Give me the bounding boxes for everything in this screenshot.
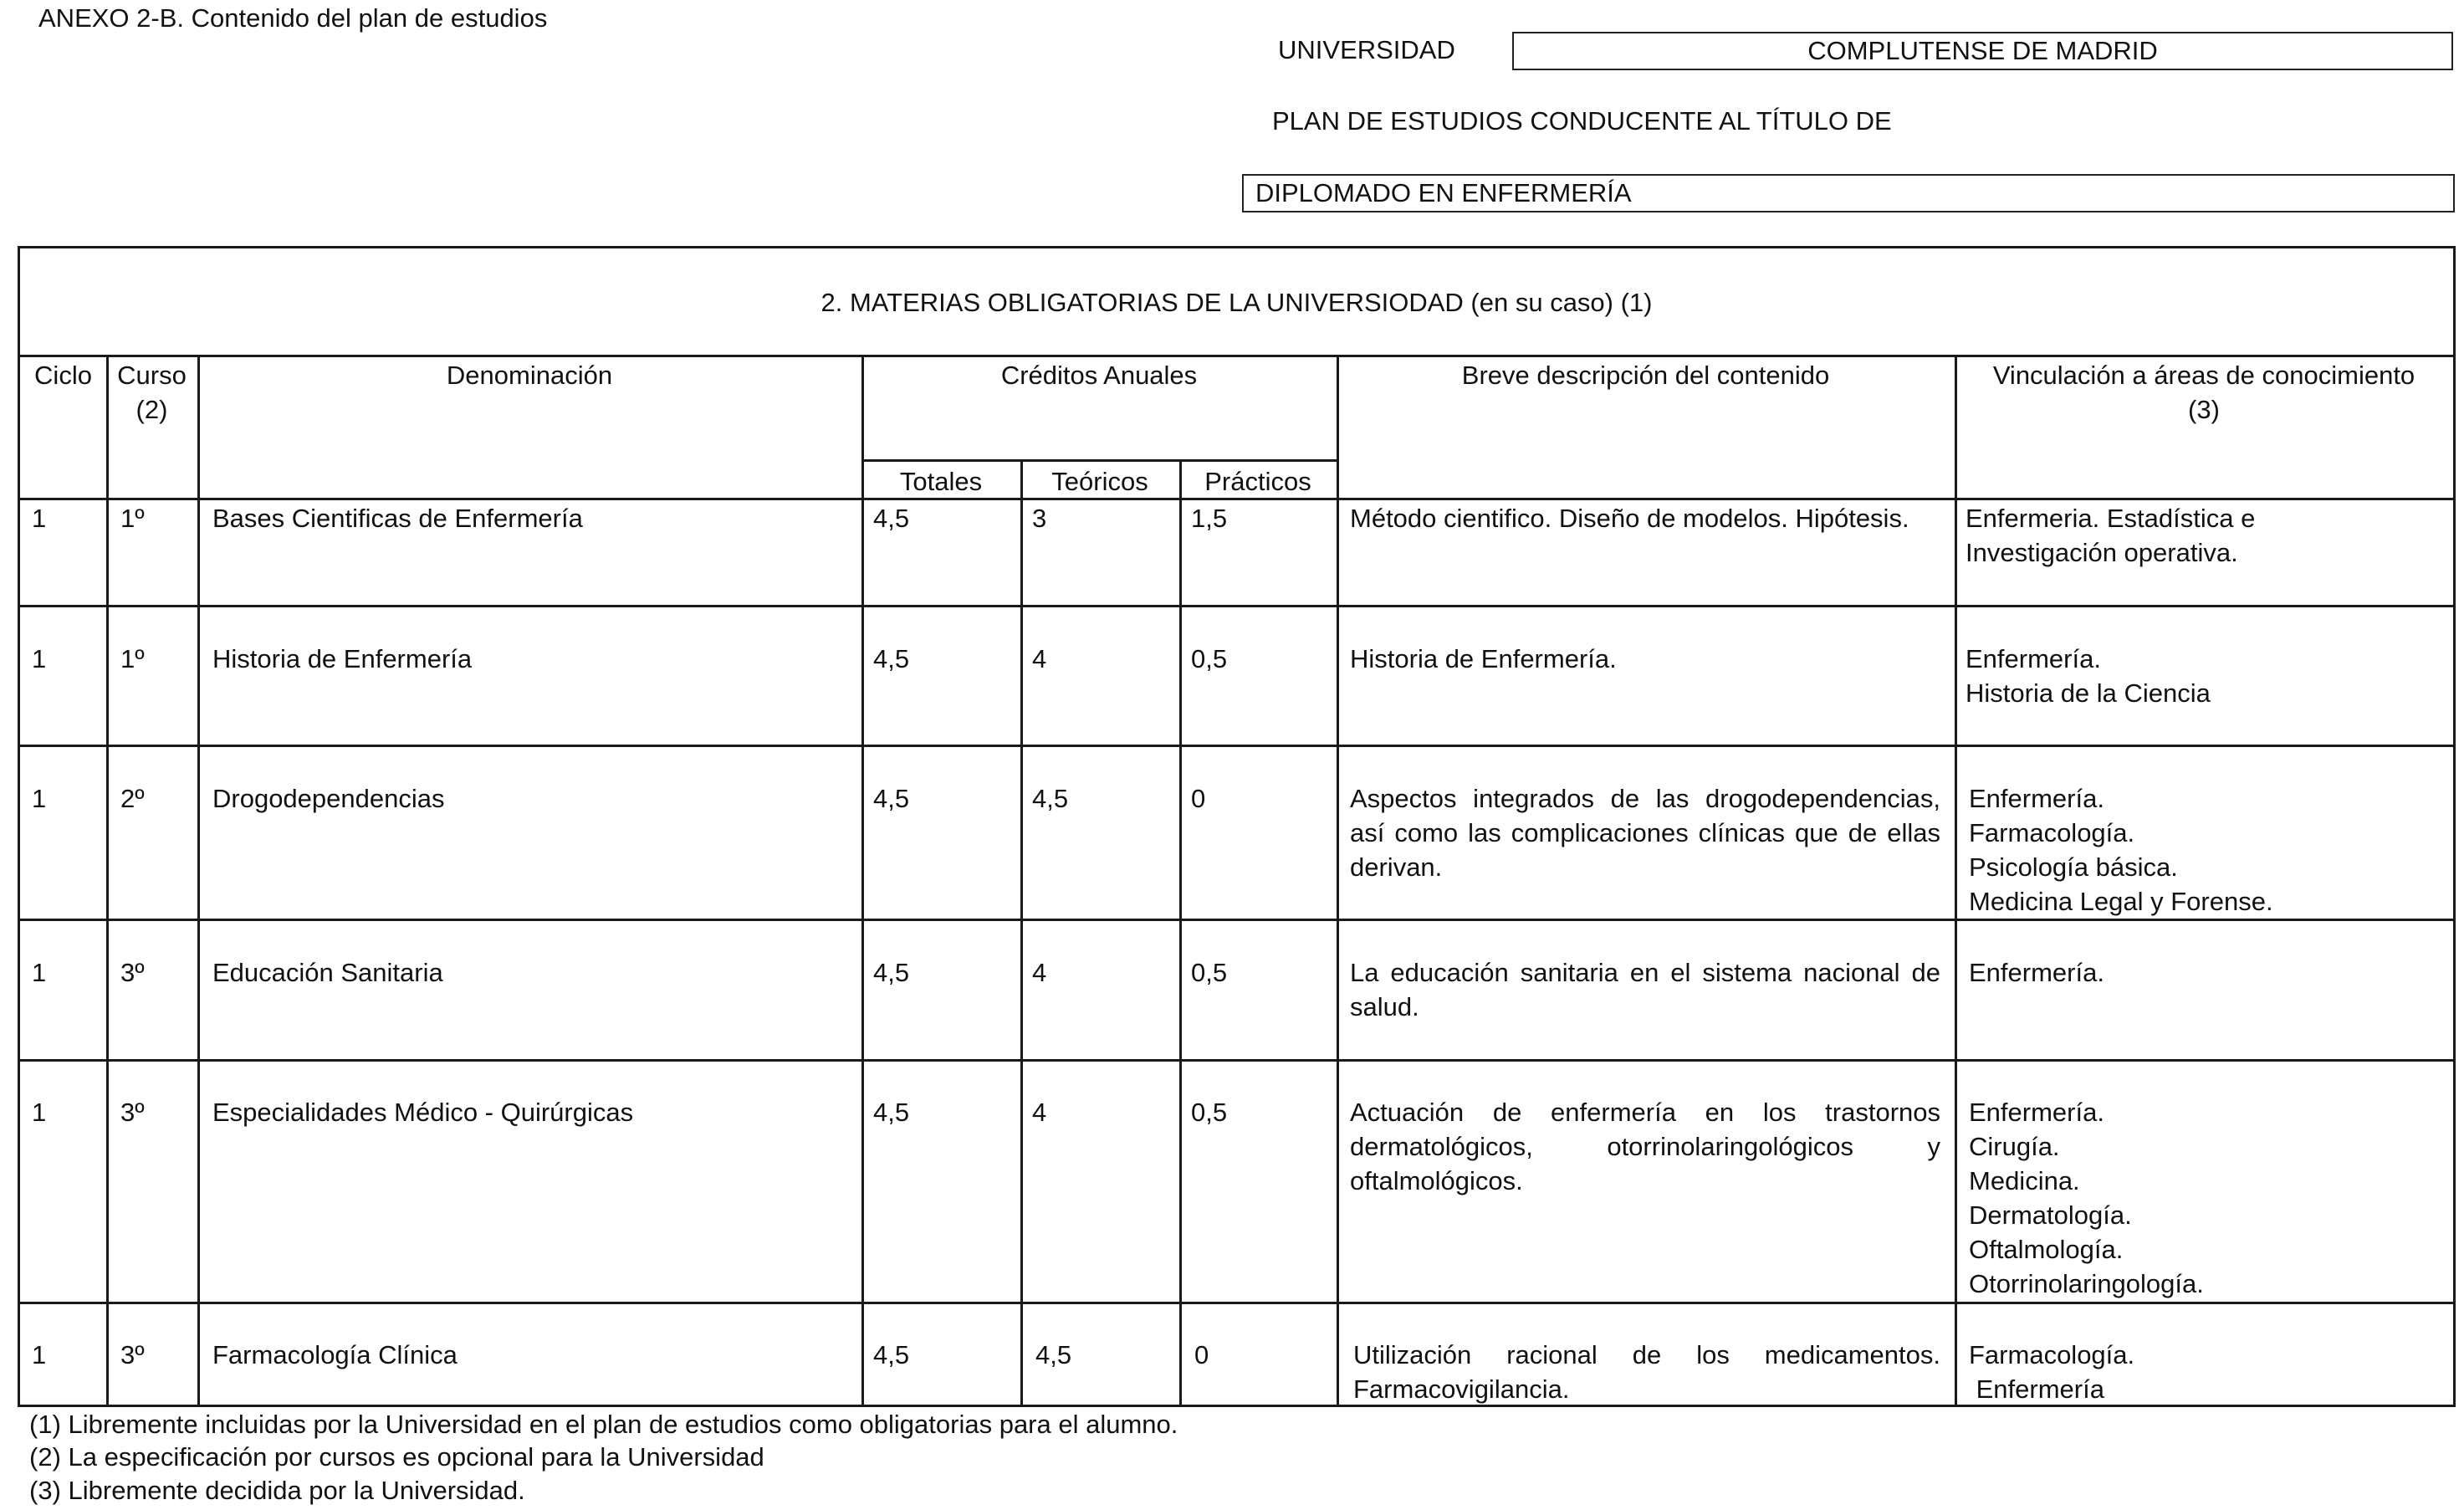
col-header-creditos: Créditos Anuales <box>1000 361 1198 390</box>
cell-teoricos: 4 <box>1032 644 1047 673</box>
cell-denominacion: Historia de Enfermería <box>212 644 473 673</box>
cell-vinculacion-line: Historia de la Ciencia <box>1966 678 2211 708</box>
cell-totales: 4,5 <box>873 1340 910 1369</box>
table-rule <box>861 355 864 1405</box>
cell-descripcion: Actuación de enfermería en los trastornos dermatológicos, otorrinolaringológicos y oftalmológicos. <box>1350 1098 1940 1195</box>
table-rule <box>1955 355 1957 1405</box>
table-rule <box>20 1059 2453 1062</box>
cell-teoricos: 3 <box>1032 504 1047 533</box>
footnote: (1) Libremente incluidas por la Universidad en el plan de estudios como obligatorias para el alumno. <box>29 1410 1178 1439</box>
cell-vinculacion-line: Farmacología. <box>1969 818 2135 847</box>
plan-label: PLAN DE ESTUDIOS CONDUCENTE AL TÍTULO DE <box>1272 106 1892 136</box>
col-header-totales: Totales <box>899 467 983 496</box>
cell-teoricos: 4,5 <box>1032 784 1069 813</box>
section-title: 2. MATERIAS OBLIGATORIAS DE LA UNIVERSIODAD (en su caso) (1) <box>820 288 1653 317</box>
table-rule <box>20 605 2453 607</box>
cell-practicos: 1,5 <box>1191 504 1228 533</box>
table-rule <box>1337 355 1339 1405</box>
table-rule <box>20 1302 2453 1304</box>
cell-descripcion: La educación sanitaria en el sistema nacional de salud. <box>1350 958 1940 1021</box>
cell-curso: 3º <box>120 958 145 987</box>
col-header-curso-note: (2) <box>135 395 168 424</box>
col-header-teoricos: Teóricos <box>1051 467 1148 496</box>
cell-descripcion: Historia de Enfermería. <box>1350 644 1617 673</box>
table-rule <box>20 919 2453 921</box>
cell-curso: 1º <box>120 644 145 673</box>
cell-denominacion: Especialidades Médico - Quirúrgicas <box>212 1098 634 1127</box>
cell-teoricos: 4 <box>1032 1098 1047 1127</box>
cell-denominacion: Drogodependencias <box>212 784 445 813</box>
table-rule <box>1020 459 1023 1405</box>
cell-vinculacion-line: Enfermería. <box>1969 1098 2104 1127</box>
cell-totales: 4,5 <box>873 784 910 813</box>
col-header-denominacion: Denominación <box>446 361 613 390</box>
cell-practicos: 0 <box>1191 784 1206 813</box>
cell-practicos: 0,5 <box>1191 1098 1228 1127</box>
cell-vinculacion-line: Medicina. <box>1969 1166 2080 1195</box>
cell-ciclo: 1 <box>32 1340 47 1369</box>
cell-teoricos: 4 <box>1032 958 1047 987</box>
col-header-vinculacion-note: (3) <box>2188 395 2220 424</box>
table-rule <box>197 355 200 1405</box>
cell-vinculacion-line: Investigación operativa. <box>1966 538 2238 567</box>
table-rule <box>861 459 1339 462</box>
cell-curso: 2º <box>120 784 145 813</box>
cell-totales: 4,5 <box>873 644 910 673</box>
col-header-vinculacion: Vinculación a áreas de conocimiento <box>1992 361 2415 390</box>
cell-descripcion: Utilización racional de los medicamentos. Farmacovigilancia. <box>1353 1340 1940 1404</box>
cell-vinculacion-line: Enfermería <box>1969 1374 2104 1404</box>
cell-ciclo: 1 <box>32 1098 47 1127</box>
cell-curso: 3º <box>120 1098 145 1127</box>
footnote: (3) Libremente decidida por la Universidad. <box>29 1476 525 1505</box>
cell-denominacion: Farmacología Clínica <box>212 1340 458 1369</box>
cell-ciclo: 1 <box>32 644 47 673</box>
cell-totales: 4,5 <box>873 1098 910 1127</box>
cell-practicos: 0,5 <box>1191 958 1228 987</box>
cell-descripcion: Método cientifico. Diseño de modelos. Hipótesis. <box>1350 504 1909 533</box>
cell-vinculacion-line: Farmacología. <box>1969 1340 2135 1369</box>
table-rule <box>20 745 2453 747</box>
cell-practicos: 0 <box>1194 1340 1209 1369</box>
cell-vinculacion-line: Enfermeria. Estadística e <box>1966 504 2256 533</box>
cell-vinculacion-line: Psicología básica. <box>1969 852 2178 882</box>
cell-vinculacion-line: Otorrinolaringología. <box>1969 1269 2204 1298</box>
cell-practicos: 0,5 <box>1191 644 1228 673</box>
cell-ciclo: 1 <box>32 504 47 533</box>
university-field: COMPLUTENSE DE MADRID <box>1512 32 2453 70</box>
cell-vinculacion-line: Enfermería. <box>1969 784 2104 813</box>
cell-ciclo: 1 <box>32 784 47 813</box>
cell-vinculacion-line: Dermatología. <box>1969 1200 2132 1230</box>
col-header-descripcion: Breve descripción del contenido <box>1461 361 1830 390</box>
table-rule <box>20 355 2453 357</box>
cell-denominacion: Educación Sanitaria <box>212 958 443 987</box>
cell-curso: 3º <box>120 1340 145 1369</box>
cell-vinculacion-line: Oftalmología. <box>1969 1235 2124 1264</box>
subjects-table <box>18 246 2456 1407</box>
col-header-ciclo: Ciclo <box>34 361 92 390</box>
table-rule <box>106 355 109 1405</box>
col-header-curso: Curso <box>117 361 187 390</box>
cell-descripcion: Aspectos integrados de las drogodependencias, así como las complicaciones clínicas que de ellas derivan. <box>1350 784 1940 882</box>
cell-curso: 1º <box>120 504 145 533</box>
footnote: (2) La especificación por cursos es opcional para la Universidad <box>29 1442 764 1472</box>
degree-field: DIPLOMADO EN ENFERMERÍA <box>1242 174 2455 212</box>
col-header-practicos: Prácticos <box>1204 467 1311 496</box>
university-label: UNIVERSIDAD <box>1278 35 1455 64</box>
cell-vinculacion-line: Cirugía. <box>1969 1132 2060 1161</box>
cell-ciclo: 1 <box>32 958 47 987</box>
cell-totales: 4,5 <box>873 958 910 987</box>
cell-denominacion: Bases Cientificas de Enfermería <box>212 504 583 533</box>
annex-title: ANEXO 2-B. Contenido del plan de estudios <box>38 3 548 33</box>
cell-vinculacion-line: Enfermería. <box>1966 644 2101 673</box>
cell-vinculacion-line: Enfermería. <box>1969 958 2104 987</box>
cell-teoricos: 4,5 <box>1035 1340 1072 1369</box>
cell-vinculacion-line: Medicina Legal y Forense. <box>1969 887 2273 916</box>
cell-totales: 4,5 <box>873 504 910 533</box>
table-rule <box>1179 459 1182 1405</box>
